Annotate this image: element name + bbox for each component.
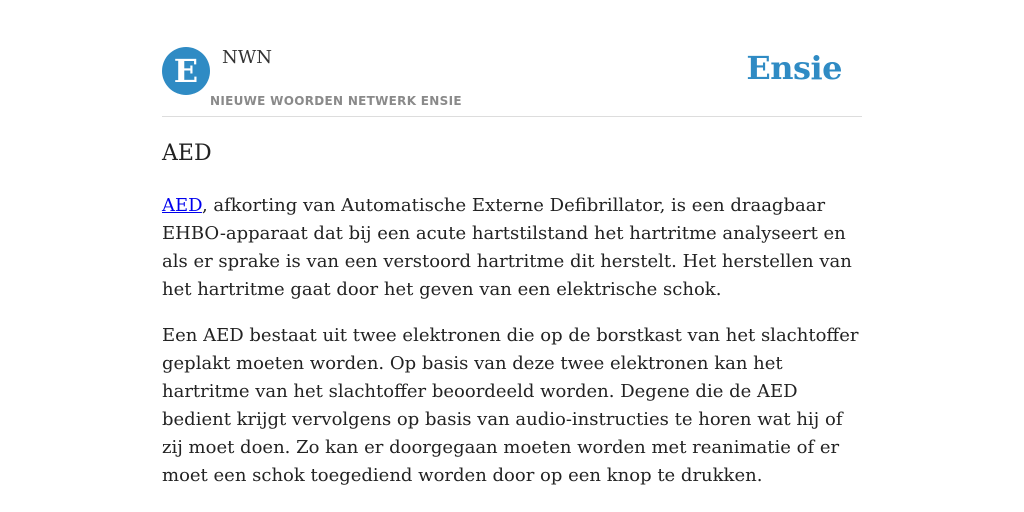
site-header xyxy=(162,40,862,117)
paragraph-2: Een AED bestaat uit twee elektronen die op de borstkast van het slachtoffer geplakt moeten worden. Op basis van deze twee elektronen kan het hartritme van het slachtoffer beoordeeld worden. Degene die de AED bedient krijgt vervolgens op basis van audio-instructies te horen wat hij of zij moet doen. Zo kan er doorgegaan moeten worden met reanimatie of er moet een schok toegediend worden door op een knop te drukken. xyxy=(162,325,859,486)
brand-logo[interactable]: Ensie xyxy=(746,49,842,87)
site-name[interactable]: NWN xyxy=(222,47,273,68)
site-subtitle: NIEUWE WOORDEN NETWERK ENSIE xyxy=(210,94,462,108)
paragraph-1-text: , afkorting van Automatische Externe Defibrillator, is een draagbaar EHBO-apparaat dat bij een acute hartstilstand het hartritme analyseert en als er sprake is van een verstoord hartritme dit herstelt. Het herstellen van het hartritme gaat door het geven van een elektrische schok. xyxy=(162,195,852,300)
page-title: AED xyxy=(162,141,212,166)
site-logo[interactable]: E xyxy=(162,47,210,95)
article-body xyxy=(162,192,862,508)
term-link[interactable]: AED xyxy=(162,195,202,216)
paragraph-1 xyxy=(162,192,862,304)
